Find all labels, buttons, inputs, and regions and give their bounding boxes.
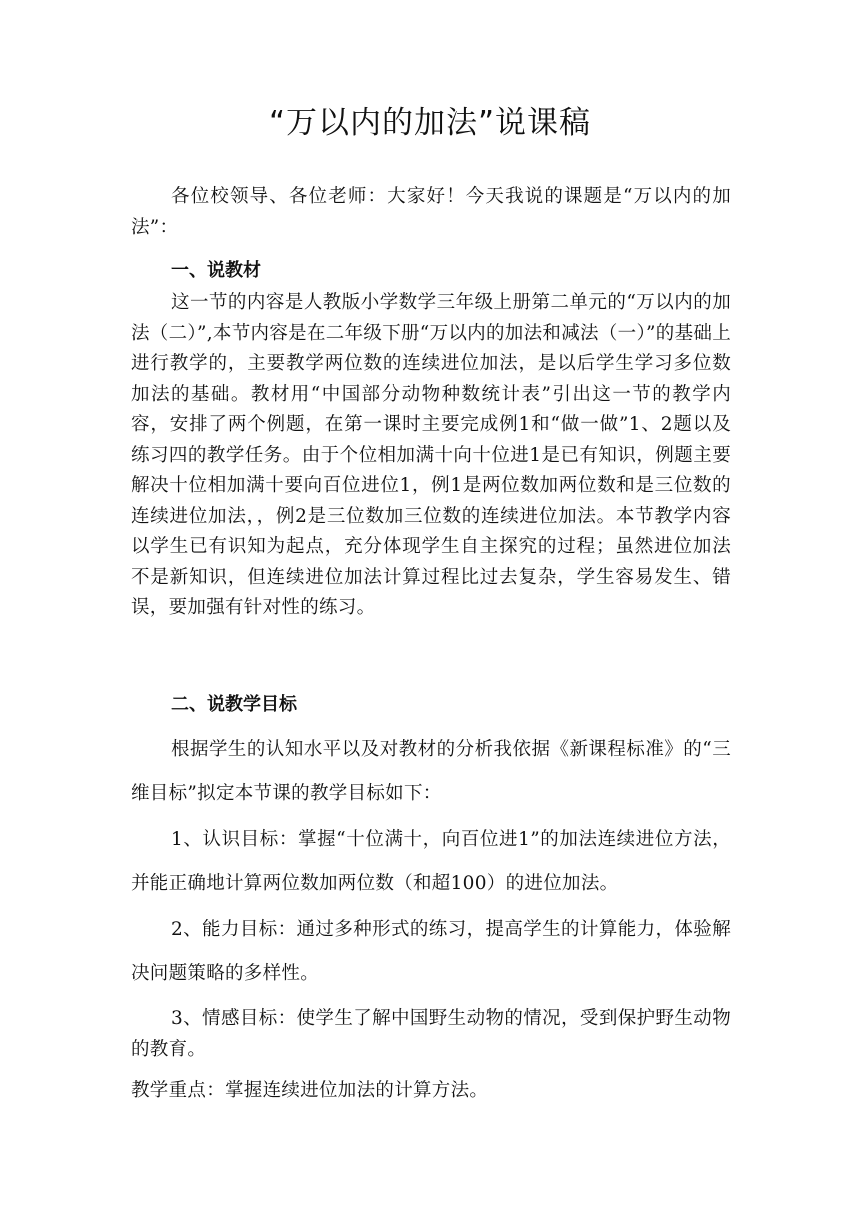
textbook-paragraph: 这一节的内容是人教版小学数学三年级上册第二单元的“万以内的加法（二）”,本节内容是在二年级下册“万以内的加法和减法（一）”的基础上进行教学的，主要教学两位数的连续进位加法，是以后学生学习多位数加法的基础。教材用“中国部分动物种数统计表”引出这一节的教学内容，安排了两个例题，在第一课时主要完成例1和“做一做”1、2题以及练习四的教学任务。由于个位相加满十向十位进1是已有知识，例题主要解决十位相加满十要向百位进位1，例1是两位数加两位数和是三位数的连续进位加法，，例2是三位数加三位数的连续进位加法。本节教学内容以学生已有识知为起点，充分体现学生自主探究的过程；虽然进位加法不是新知识，但连续进位加法计算过程比过去复杂，学生容易发生、错误，要加强有针对性的练习。: [131, 292, 731, 618]
goal-cognitive-paragraph: 1、认识目标：掌握“十位满十，向百位进1”的加法连续进位方法，并能正确地计算两位数加两位数（和超100）的进位加法。: [131, 829, 731, 894]
greeting-paragraph: 各位校领导、各位老师：大家好！今天我说的课题是“万以内的加法”：: [131, 186, 731, 238]
key-point-paragraph: 教学重点：掌握连续进位加法的计算方法。: [131, 1080, 489, 1101]
goal-emotion-paragraph: 3、情感目标：使学生了解中国野生动物的情况，受到保护野生动物的教育。: [131, 1008, 731, 1060]
goal-ability-paragraph: 2、能力目标：通过多种形式的练习，提高学生的计算能力，体验解决问题策略的多样性。: [131, 919, 731, 984]
section-heading-goals: 二、说教学目标: [171, 694, 297, 715]
goals-intro-paragraph: 根据学生的认知水平以及对教材的分析我依据《新课程标准》的“三维目标”拟定本节课的教学目标如下：: [131, 739, 731, 804]
document-title: “万以内的加法”说课稿: [268, 105, 592, 141]
section-heading-textbook: 一、说教材: [171, 260, 261, 281]
